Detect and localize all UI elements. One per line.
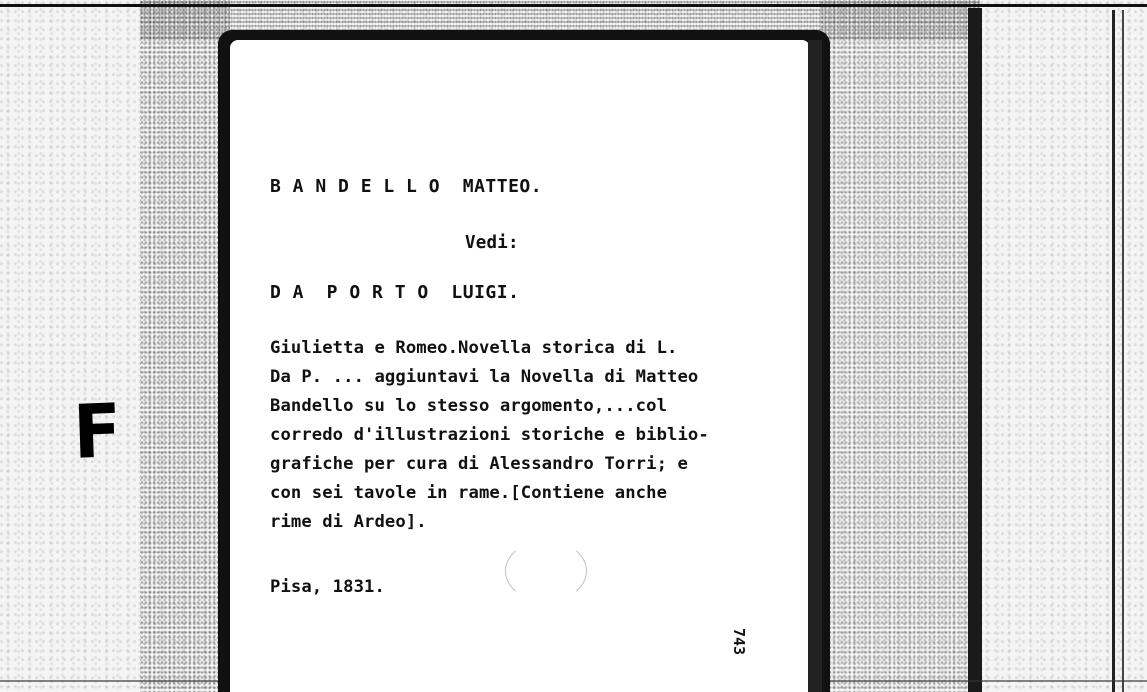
scan-grain-right (820, 0, 980, 692)
description-line: Bandello su lo stesso argomento,...col (270, 396, 668, 416)
see-reference-target: D A P O R T O LUIGI. (270, 282, 520, 303)
imprint: Pisa, 1831. (270, 577, 385, 597)
right-edge-band (968, 8, 982, 692)
description-line: rime di Ardeo]. (270, 512, 427, 532)
far-right-edge-line (1112, 10, 1115, 692)
description-line: Giulietta e Romeo.Novella storica di L. (270, 338, 678, 358)
description-line: Da P. ... aggiuntavi la Novella di Matteo (270, 367, 699, 387)
description-line: grafiche per cura di Alessandro Torri; e (270, 454, 688, 474)
ghost-mark (505, 540, 587, 602)
description-line: corredo d'illustrazioni storiche e biblio- (270, 425, 709, 445)
card-heading: B A N D E L L O MATTEO. (270, 176, 543, 197)
catalog-card-edge (808, 40, 822, 692)
top-edge-line (0, 4, 1147, 7)
far-right-edge-line-secondary (1122, 10, 1124, 692)
description-line: con sei tavole in rame.[Contiene anche (270, 483, 668, 503)
card-number: 743 (730, 628, 748, 656)
see-reference-label: Vedi: (465, 233, 519, 253)
scan-grain-left (140, 0, 230, 692)
tab-letter: F (71, 388, 123, 476)
